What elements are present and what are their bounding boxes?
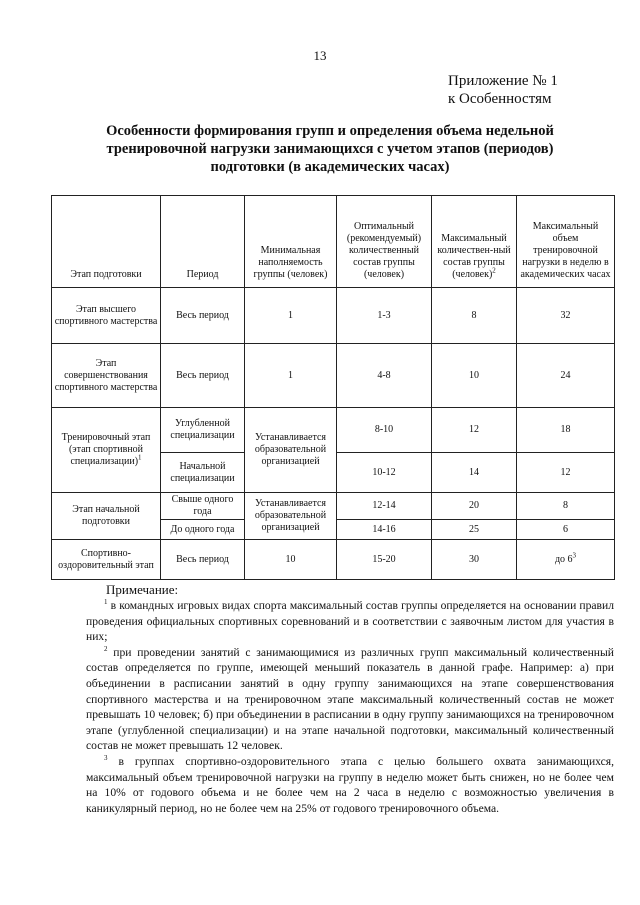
header-min-fill: Минимальная наполняемость группы (человек) [245,196,337,288]
cell-max: 12 [432,408,517,453]
footnote-ref-3: 3 [572,551,577,560]
cell-volume: 12 [517,453,615,493]
cell-optimal: 10-12 [337,453,432,493]
header-period: Период [161,196,245,288]
cell-volume: 18 [517,408,615,453]
header-max-composition-text: Максимальный количествен-ный состав группы (человек) [437,233,511,280]
cell-optimal: 14-16 [337,520,432,540]
cell-max: 14 [432,453,517,493]
cell-max: 8 [432,288,517,344]
note-1-marker: 1 [104,598,108,607]
table-row [52,540,615,580]
cell-stage-text: Тренировочный этап (этап спортивной специализации) [61,432,151,467]
header-stage: Этап подготовки [52,196,161,288]
appendix-line-1: Приложение № 1 [448,73,558,89]
appendix-label [448,72,558,108]
table-row [52,493,615,520]
cell-period: Свыше одного года [161,493,245,520]
cell-volume-text: до 6 [554,553,573,565]
cell-min: 1 [245,288,337,344]
cell-volume [517,540,615,580]
cell-optimal: 1-3 [337,288,432,344]
cell-min: Устанавливается образовательной организацией [245,493,337,540]
cell-period: Весь период [161,540,245,580]
cell-period: Начальной специализации [161,453,245,493]
cell-volume: 32 [517,288,615,344]
footnote-ref-1: 1 [138,453,142,462]
cell-max: 20 [432,493,517,520]
note-2 [86,645,614,754]
groups-table [51,195,615,580]
note-3 [86,754,614,816]
cell-optimal: 15-20 [337,540,432,580]
cell-stage: Этап совершенствования спортивного мастерства [52,344,161,408]
cell-max: 30 [432,540,517,580]
notes-header: Примечание: [106,582,179,597]
cell-period: Весь период [161,344,245,408]
cell-min: 1 [245,344,337,408]
title-line-2: тренировочной нагрузки занимающихся с учетом этапов (периодов) [106,141,554,157]
cell-optimal: 12-14 [337,493,432,520]
note-1-text: в командных игровых видах спорта максимальный состав группы определяется на основании правил проведения официальных спортивных соревнований и в соответствии с заявочным листом для участия в них; [86,599,614,644]
table-header-row [52,196,615,288]
table-row [52,408,615,453]
cell-min: Устанавливается образовательной организацией [245,408,337,493]
header-max-composition [432,196,517,288]
table-row [52,344,615,408]
cell-period: Углубленной специализации [161,408,245,453]
cell-volume: 6 [517,520,615,540]
cell-stage [52,408,161,493]
document-title [80,122,580,176]
cell-volume: 8 [517,493,615,520]
title-line-1: Особенности формирования групп и определения объема недельной [106,123,554,139]
cell-max: 25 [432,520,517,540]
header-max-volume: Максимальный объем тренировочной нагрузки в неделю в академических часах [517,196,615,288]
notes-section [86,582,614,816]
footnote-ref-2: 2 [492,266,496,275]
header-optimal: Оптимальный (рекомендуемый) количественный состав группы (человек) [337,196,432,288]
cell-min: 10 [245,540,337,580]
cell-optimal: 8-10 [337,408,432,453]
title-line-3: подготовки (в академических часах) [210,159,450,175]
cell-period: Весь период [161,288,245,344]
cell-period: До одного года [161,520,245,540]
table-row [52,288,615,344]
cell-stage: Этап начальной подготовки [52,493,161,540]
cell-volume: 24 [517,344,615,408]
page-number: 13 [313,48,327,63]
note-3-text: в группах спортивно-оздоровительного этапа с целью большего охвата занимающихся, максимальный объем тренировочной нагрузки на группу в неделю может быть снижен, но не более чем на 10% от годового объема и не более чем на 2 часа в неделю с возможностью увеличения в каникулярный период, но не более чем на 25% от годового тренировочного объема. [86,754,614,815]
note-1 [86,598,614,645]
note-3-marker: 3 [104,754,108,763]
note-2-marker: 2 [104,644,108,653]
appendix-line-2: к Особенностям [448,91,552,107]
cell-stage: Спортивно-оздоровительный этап [52,540,161,580]
cell-optimal: 4-8 [337,344,432,408]
note-2-text: при проведении занятий с занимающимися из различных групп максимальный количественный состав определяется по группе, имеющей меньший показатель в данной графе. Например: а) при объединении в расписании занятий в одну группу занимающихся на этапе совершенствования спортивного мастерства и на тренировочном этапе максимальный количественный состав не может превышать 10 человек; б) при объединении в расписании в одну группу занимающихся на тренировочном этапе (углубленной специализации) и на этапе начальной подготовки, максимальный количественный состав не может превышать 12 человек. [86,645,615,753]
cell-max: 10 [432,344,517,408]
cell-stage: Этап высшего спортивного мастерства [52,288,161,344]
